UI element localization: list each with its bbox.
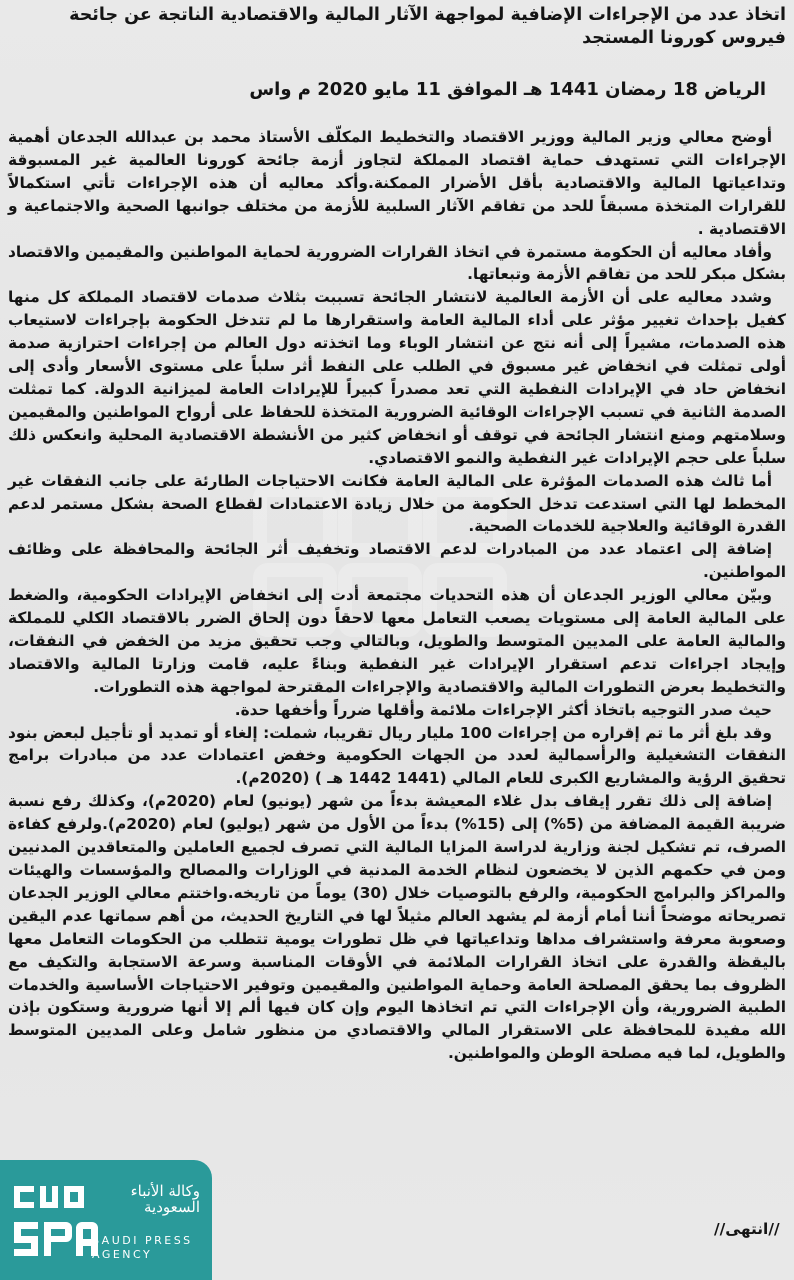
- article-paragraph: وبيّن معالي الوزير الجدعان أن هذه التحديات مجتمعة أدت إلى انخفاض الإيرادات الحكومية، والضغط على المالية العامة إلى مستويات يصعب التعامل معها لاحقاً دون إلحاق الضرر بالاقتصاد الكلي للمملكة والمالية العامة على المديين المتوسط والطويل، وبالتالي وجب تحقيق مزيد من الخفض في النفقات، وإيجاد اجراءات تدعم استقرار الإيرادات غير النفطية وبناءً عليه، قامت وزارتا المالية والاقتصاد والتخطيط بعرض التطورات المالية والاقتصادية والإجراءات المقترحة لمواجهة هذه التطورات.: [8, 586, 786, 696]
- article-paragraph: حيث صدر التوجيه باتخاذ أكثر الإجراءات ملائمة وأقلها ضرراً وأخفها حدة.: [234, 700, 772, 719]
- spa-logo-icon: [0, 1160, 212, 1280]
- spa-logo-english: SAUDI PRESS AGENCY: [92, 1234, 193, 1261]
- article-paragraph: أوضح معالي وزير المالية ووزير الاقتصاد والتخطيط المكلّف الأستاذ محمد بن عبدالله الجدعان أهمية الإجراءات التي تستهدف حماية اقتصاد المملكة لتجاوز أزمة جائحة كورونا العالمية غير المسبوقة وتداعياتها المالية والاقتصادية بأقل الأضرار الممكنة.وأكد معاليه أن هذه الإجراءات تأتي استكمالاً للقرارات المتخذة مسبقاً للحد من تفاقم الآثار السلبية للأزمة من مختلف جوانبها الصحية والاجتماعية و الاقتصادية .: [8, 128, 786, 238]
- article-end-mark: //انتهى//: [714, 1220, 780, 1238]
- article-paragraph: وأفاد معاليه أن الحكومة مستمرة في اتخاذ القرارات الضرورية لحماية المواطنين والمقيمين والاقتصاد بشكل مبكر للحد من تفاقم الأزمة وتبعاتها.: [8, 242, 786, 284]
- article-dateline: الرياض 18 رمضان 1441 هـ الموافق 11 مايو 2020 م واس: [249, 79, 766, 100]
- article-paragraph: وقد بلغ أثر ما تم إقراره من إجراءات 100 مليار ريال تقريبا، شملت: إلغاء أو تمديد أو تأجيل لبعض بنود النفقات التشغيلية والرأسمالية لعدد من الجهات الحكومية وخفض اعتمادات عدد من مبادرات برامج تحقيق الرؤية والمشاريع الكبرى للعام المالي (1441 1442 هـ ) (2020م).: [8, 723, 786, 788]
- news-article: [8, 4, 786, 1065]
- spa-logo-arabic: وكالة الأنباء السعودية: [130, 1182, 200, 1216]
- article-paragraph: أما ثالث هذه الصدمات المؤثرة على المالية العامة فكانت الاحتياجات الطارئة على جانب النفقات غير المخطط لها التي استدعت تدخل الحكومة من خلال زيادة الاعتمادات لقطاع الصحة بشكل مستمر لدعم القدرة الوقائية والعلاجية للخدمات الصحية.: [8, 471, 786, 536]
- article-body: [8, 126, 786, 1065]
- article-headline: اتخاذ عدد من الإجراءات الإضافية لمواجهة الآثار المالية والاقتصادية الناتجة عن جائحة فيروس كورونا المستجد: [69, 5, 786, 48]
- article-paragraph: وشدد معاليه على أن الأزمة العالمية لانتشار الجائحة تسببت بثلاث صدمات لاقتصاد المملكة كل منها كفيل بإحداث تغيير مؤثر على أداء المالية العامة واستقرارها ما لم تتدخل الحكومة بإجراءات لاستيعاب هذه الصدمات، مشيراً إلى أنه نتج عن انتشار الوباء وما اتخذته دول العالم من إجراءات احترازية صدمة أولى تمثلت في انخفاض غير مسبوق في الطلب على النفط أثر سلباً على مستوى الأسعار وأدى إلى انخفاض حاد في الإيرادات النفطية التي تعد مصدراً كبيراً للإيرادات العامة لميزانية الدولة. كما تمثلت الصدمة الثانية في تسبب الإجراءات الوقائية الضرورية المتخذة للحفاظ على أرواح المواطنين والمقيمين وسلامتهم ومنع انتشار الجائحة في توقف أو انخفاض كثير من الأنشطة الاقتصادية المحلية وانعكس ذلك سلباً على حجم الإيرادات غير النفطية والنمو الاقتصادي.: [8, 288, 786, 467]
- spa-logo-band: [0, 1160, 212, 1280]
- article-paragraph: إضافة إلى ذلك تقرر إيقاف بدل غلاء المعيشة بدءاً من شهر (يونيو) لعام (2020م)، وكذلك رفع نسبة ضريبة القيمة المضافة من (5%) إلى (15%) بدءاً من الأول من شهر (يوليو) لعام (2020م).ولرفع كفاءة الصرف، تم تشكيل لجنة وزارية لدراسة المزايا المالية التي تصرف لجميع العاملين والمتعاقدين المدنيين ومن في حكمهم الذين لا يخضعون لنظام الخدمة المدنية في الوزارات والمصالح والمؤسسات والهيئات والمراكز والبرامج الحكومية، والرفع بالتوصيات خلال (30) يوماً من تاريخه.واختتم معالي الوزير الجدعان تصريحاته موضحاً أننا أمام أزمة لم يشهد العالم مثيلاً لها في التاريخ الحديث، من أهم سماتها عدم اليقين وصعوبة معرفة واستشراف مداها وتداعياتها في ظل تطورات يومية تتطلب من الحكومات التعامل معها باليقظة والقدرة على اتخاذ القرارات الملائمة في الأوقات المناسبة وسرعة الاستجابة والتكيف مع الظروف بما يحقق المصلحة العامة وحماية المواطنين والمقيمين وتوفير الاحتياجات الأساسية والخدمات الطبية الضرورية، وأن الإجراءات التي تم اتخاذها اليوم وإن كان فيها ألم إلا أنها ضرورية وستكون بإذن الله مفيدة للمحافظة على الاستقرار المالي والاقتصادي من منظور شامل وعلى المديين المتوسط والطويل، لما فيه مصلحة الوطن والمواطنين.: [8, 792, 787, 1063]
- article-paragraph: إضافة إلى اعتماد عدد من المبادرات لدعم الاقتصاد وتخفيف أثر الجائحة والمحافظة على وظائف المواطنين.: [8, 540, 786, 582]
